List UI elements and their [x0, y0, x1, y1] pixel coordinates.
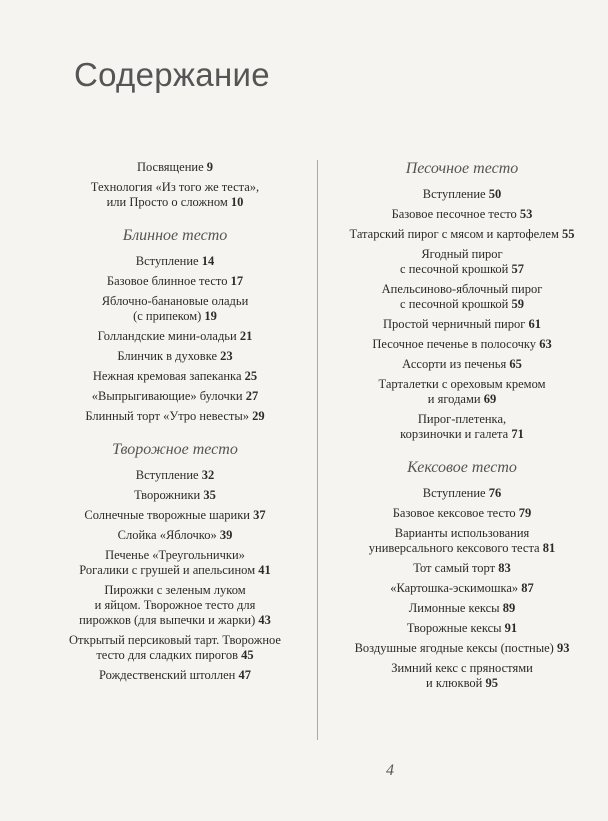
toc-page-number: 41	[258, 563, 271, 577]
toc-entry-text: Базовое блинное тесто	[106, 274, 228, 288]
toc-entry	[91, 180, 259, 210]
toc-page-number: 69	[483, 392, 497, 406]
toc-page-number: 27	[245, 389, 259, 403]
toc-page-number: 32	[201, 468, 215, 482]
toc-entry-text: или Просто о сложном	[106, 195, 228, 209]
toc-entry-text: Вступление	[422, 486, 486, 500]
toc-right-column	[322, 160, 602, 696]
toc-entry	[400, 412, 524, 442]
toc-page-number: 79	[518, 506, 532, 520]
toc-entry	[92, 389, 258, 404]
column-divider	[317, 160, 318, 740]
toc-page-number: 55	[562, 227, 575, 241]
toc-entry-text: и клюквой	[426, 676, 483, 690]
toc-entry	[79, 583, 271, 628]
toc-entry-text: Слойка «Яблочко»	[117, 528, 217, 542]
toc-entry	[393, 506, 532, 521]
toc-entry	[392, 207, 533, 222]
toc-entry-text: Лимонные кексы	[408, 601, 500, 615]
toc-entry	[369, 526, 555, 556]
toc-page-number: 89	[502, 601, 516, 615]
toc-entry-text: Апельсиново-яблочный пирог	[381, 282, 543, 296]
toc-entry-text: тесто для сладких пирогов	[96, 648, 239, 662]
toc-page-number: 10	[230, 195, 244, 209]
toc-left-column	[55, 160, 295, 688]
toc-page-number: 29	[252, 409, 265, 423]
toc-entry	[79, 548, 270, 578]
section-heading: Блинное тесто	[122, 227, 228, 244]
toc-page-number: 76	[488, 486, 502, 500]
toc-page-number: 47	[238, 668, 251, 682]
toc-page-number: 87	[521, 581, 534, 595]
toc-page-number: 19	[204, 309, 217, 323]
toc-entry-text: и ягодами	[427, 392, 481, 406]
toc-entry-text: Пирожки с зеленым луком	[104, 583, 246, 597]
toc-entry-text: Вступление	[422, 187, 486, 201]
toc-entry-text: и яйцом. Творожное тесто для	[94, 598, 256, 612]
toc-page-number: 71	[511, 427, 524, 441]
toc-entry-text: Тот самый торт	[413, 561, 496, 575]
toc-entry-text: «Картошка-эскимошка»	[390, 581, 519, 595]
toc-entry-text: корзиночки и галета	[400, 427, 509, 441]
toc-page-number: 81	[542, 541, 556, 555]
toc-entry-text: Нежная кремовая запеканка	[92, 369, 242, 383]
toc-page-number: 14	[201, 254, 215, 268]
toc-page-number: 57	[511, 262, 524, 276]
toc-page-number: 65	[509, 357, 522, 371]
toc-page-number: 43	[258, 613, 271, 627]
toc-entry-text: Тарталетки с ореховым кремом	[378, 377, 546, 391]
toc-entry-text: Базовое кексовое тесто	[392, 506, 516, 520]
toc-page-number: 9	[206, 160, 214, 174]
toc-entry	[137, 160, 213, 175]
toc-page-number: 35	[203, 488, 216, 502]
page-title: Содержание	[74, 56, 270, 93]
toc-entry	[355, 641, 570, 656]
page-number: 4	[386, 762, 394, 779]
toc-entry	[402, 357, 522, 372]
toc-entry-text: универсального кексового теста	[368, 541, 540, 555]
toc-page-number: 23	[220, 349, 233, 363]
toc-entry-text: Вступление	[135, 468, 199, 482]
toc-entry-text: Вступление	[135, 254, 199, 268]
toc-entry-text: Творожники	[134, 488, 201, 502]
toc-page-number: 63	[539, 337, 552, 351]
toc-entry	[372, 337, 551, 352]
toc-entry	[99, 668, 251, 683]
toc-entry-text: Варианты использования	[394, 526, 530, 540]
toc-entry-text: с песочной крошкой	[400, 262, 509, 276]
toc-entry	[102, 294, 249, 324]
section-heading: Творожное тесто	[112, 441, 238, 458]
toc-entry-text: пирожков (для выпечки и жарки)	[79, 613, 256, 627]
toc-entry-text: Технология «Из того же теста»,	[90, 180, 260, 194]
toc-entry	[98, 329, 253, 344]
toc-entry-text: Открытый персиковый тарт. Творожное	[69, 633, 281, 647]
toc-entry-text: Песочное печенье в полосочку	[372, 337, 537, 351]
toc-entry	[390, 581, 534, 596]
toc-entry	[134, 488, 216, 503]
toc-page-number: 53	[519, 207, 533, 221]
toc-entry-text: Пирог-плетенка,	[417, 412, 507, 426]
toc-entry-text: Зимний кекс с пряностями	[391, 661, 533, 675]
toc-entry-text: с песочной крошкой	[400, 297, 509, 311]
toc-entry	[117, 349, 232, 364]
toc-entry-text: Ассорти из печенья	[402, 357, 507, 371]
toc-page-number: 17	[230, 274, 244, 288]
toc-entry	[423, 486, 501, 501]
toc-entry	[383, 317, 541, 332]
toc-page-number: 21	[239, 329, 253, 343]
section-heading: Кексовое тесто	[407, 459, 517, 476]
toc-page-number: 93	[556, 641, 570, 655]
toc-entry-text: (с припеком)	[133, 309, 202, 323]
toc-entry-text: Базовое песочное тесто	[391, 207, 517, 221]
toc-entry-text: Блинный торт «Утро невесты»	[85, 409, 250, 423]
toc-entry-text: Солнечные творожные шарики	[84, 508, 250, 522]
toc-entry-text: Рогалики с грушей и апельсином	[79, 563, 256, 577]
toc-entry	[69, 633, 281, 663]
toc-entry	[400, 247, 524, 277]
toc-entry-text: Простой черничный пирог	[382, 317, 526, 331]
toc-entry	[85, 409, 264, 424]
toc-entry-text: Посвящение	[136, 160, 204, 174]
toc-entry-text: Блинчик в духовке	[117, 349, 218, 363]
toc-entry	[350, 227, 575, 242]
toc-entry-text: Яблочно-банановые оладьи	[101, 294, 249, 308]
toc-entry-text: Голландские мини-оладьи	[97, 329, 237, 343]
toc-page-number: 37	[253, 508, 266, 522]
section-heading: Песочное тесто	[405, 160, 519, 177]
toc-entry	[382, 282, 543, 312]
toc-entry	[391, 661, 533, 691]
toc-entry	[84, 508, 265, 523]
toc-entry-text: Творожные кексы	[406, 621, 502, 635]
toc-entry-text: Ягодный пирог	[421, 247, 503, 261]
toc-page-number: 61	[528, 317, 542, 331]
toc-entry	[93, 369, 257, 384]
toc-entry-text: «Выпрыгивающие» булочки	[91, 389, 243, 403]
toc-entry	[136, 254, 214, 269]
toc-entry	[107, 274, 243, 289]
toc-page-number: 91	[504, 621, 518, 635]
toc-entry	[409, 601, 515, 616]
toc-entry-text: Воздушные ягодные кексы (постные)	[354, 641, 554, 655]
toc-page-number: 83	[498, 561, 511, 575]
toc-entry-text: Печенье «Треугольнички»	[105, 548, 245, 562]
toc-entry	[423, 187, 501, 202]
toc-entry-text: Татарский пирог с мясом и картофелем	[349, 227, 559, 241]
toc-entry	[136, 468, 214, 483]
toc-page-number: 59	[511, 297, 524, 311]
toc-page-number: 50	[488, 187, 502, 201]
toc-page-number: 39	[219, 528, 233, 542]
toc-entry	[118, 528, 233, 543]
toc-page-number: 45	[241, 648, 254, 662]
toc-entry	[379, 377, 546, 407]
toc-page-number: 95	[485, 676, 498, 690]
toc-entry	[413, 561, 510, 576]
toc-entry	[407, 621, 517, 636]
toc-entry-text: Рождественский штоллен	[99, 668, 236, 682]
toc-page-number: 25	[244, 369, 258, 383]
